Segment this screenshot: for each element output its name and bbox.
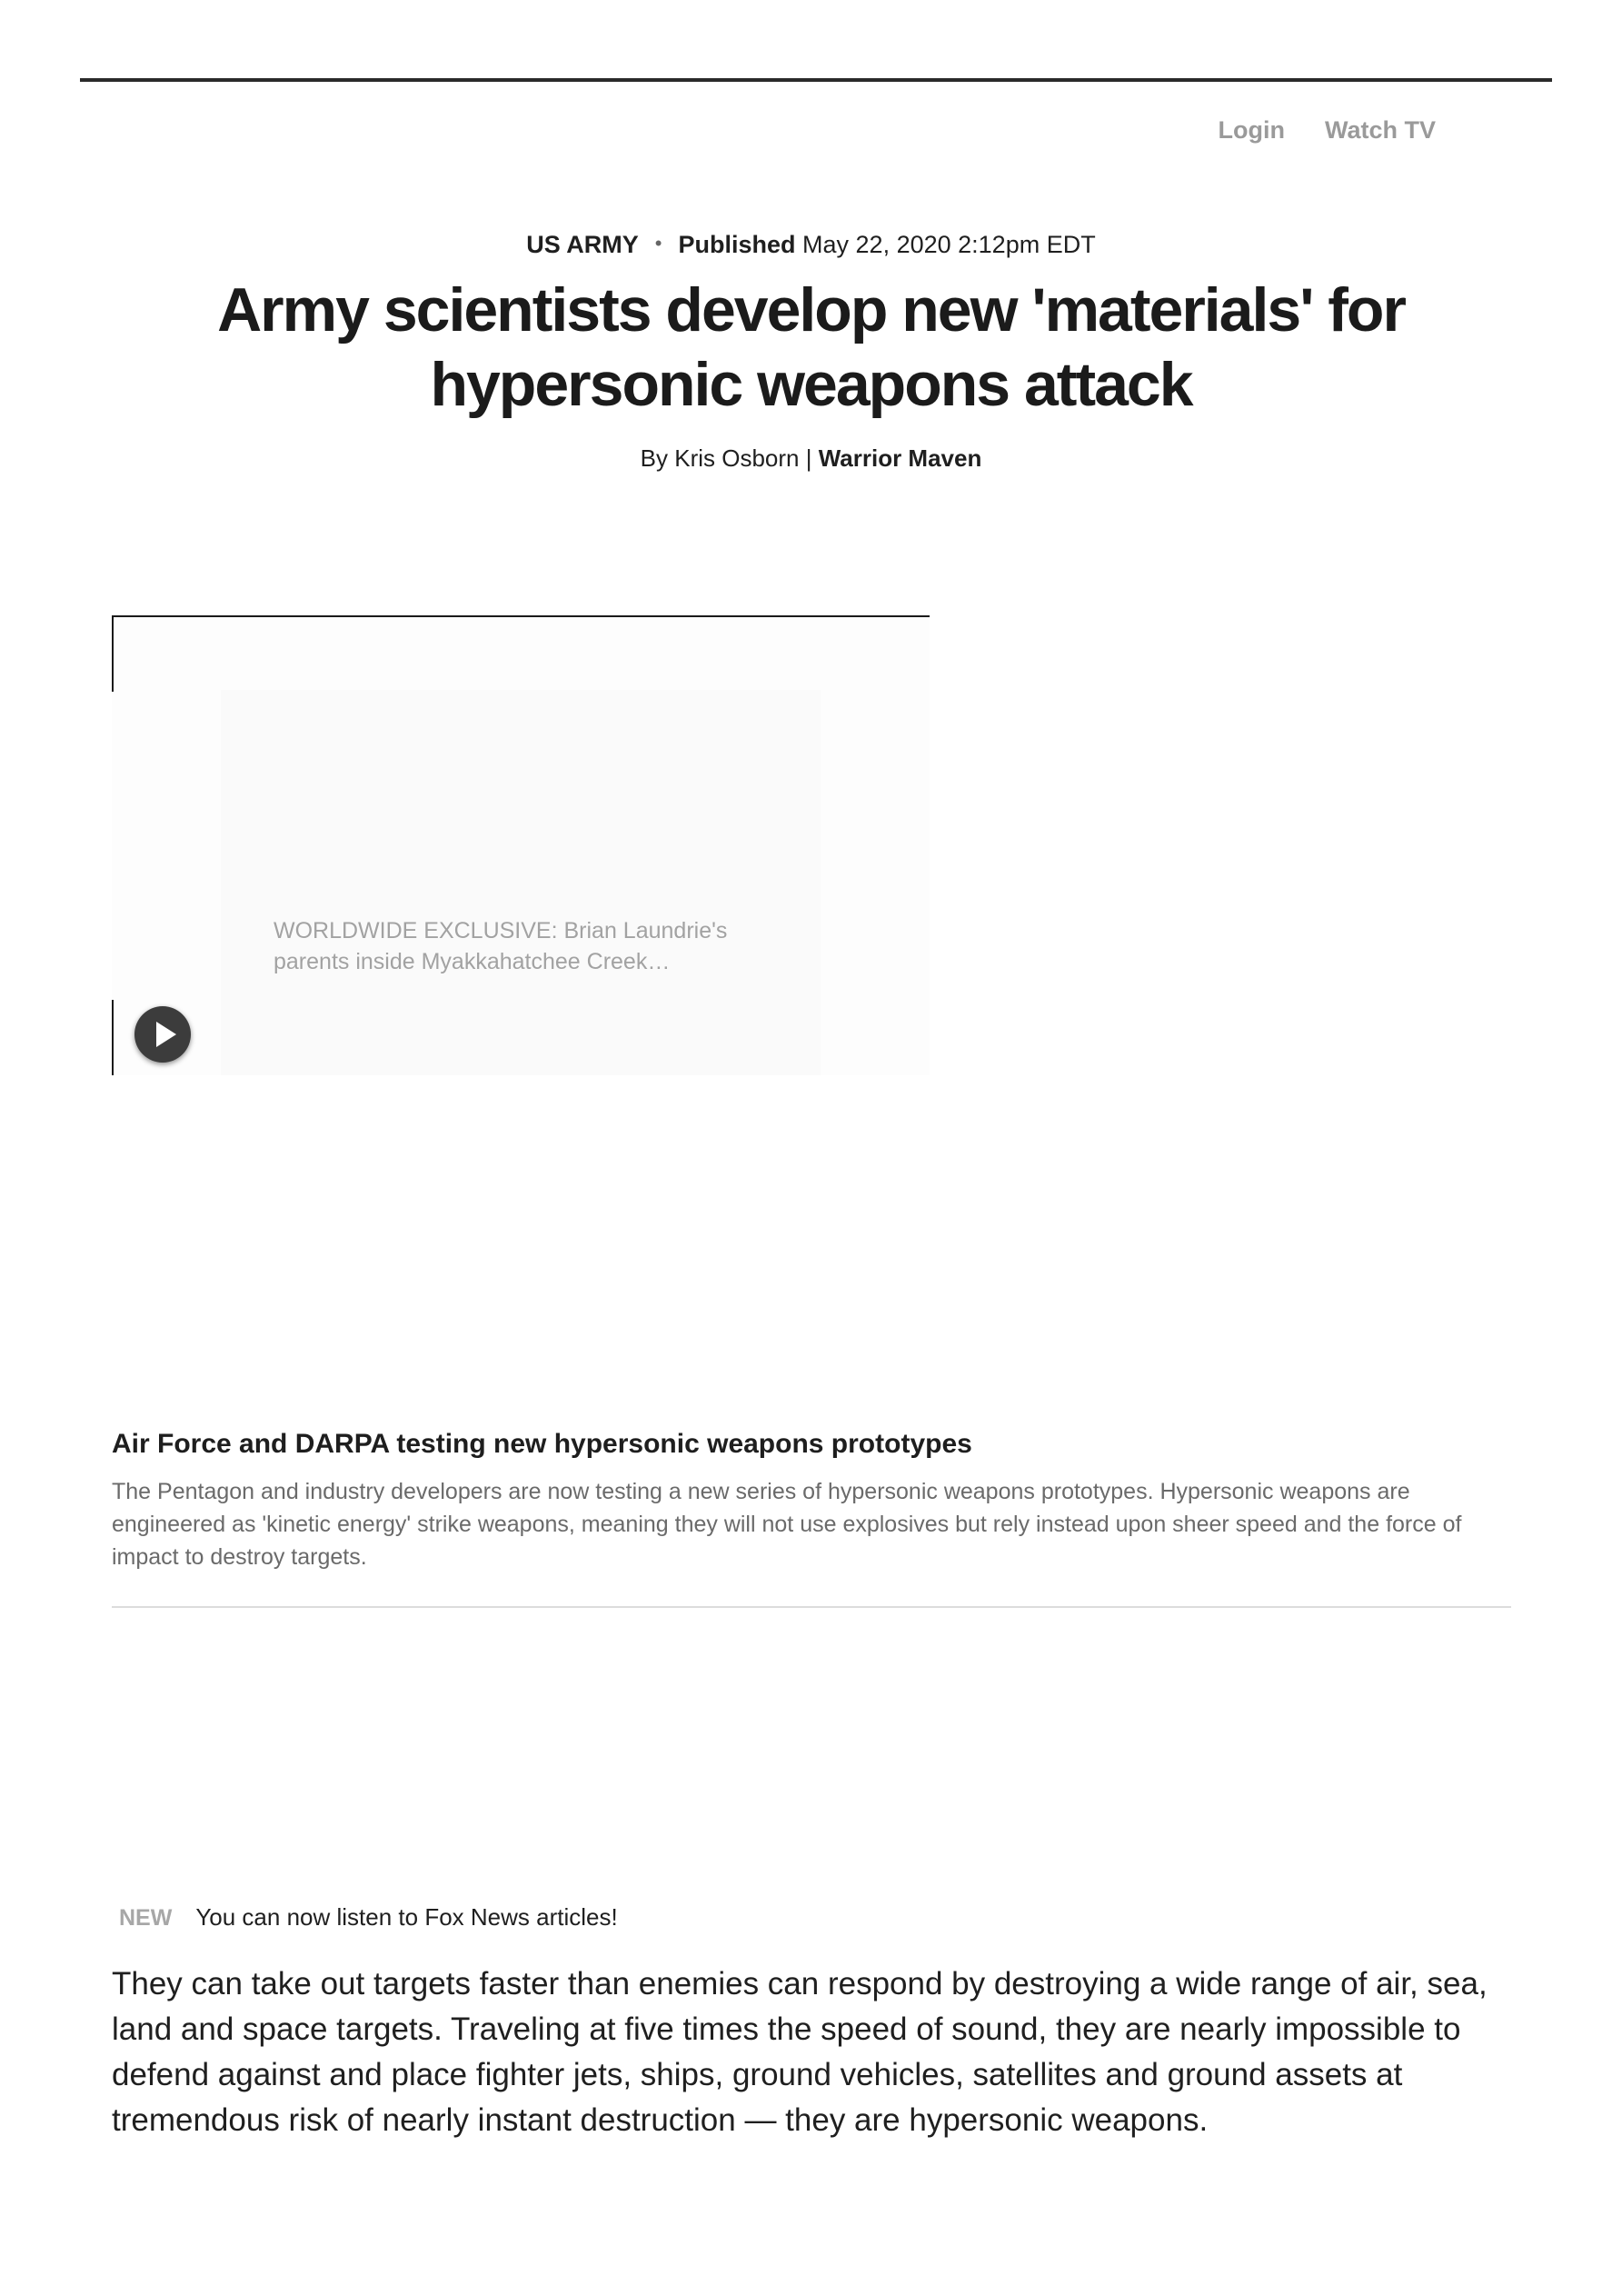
byline: [0, 444, 1622, 473]
published-date: May 22, 2020 2:12pm EDT: [802, 231, 1096, 258]
video-caption[interactable]: WORLDWIDE EXCLUSIVE: Brian Laundrie's parents inside Myakkahatchee Creek…: [274, 918, 728, 974]
login-link[interactable]: Login: [1218, 116, 1285, 144]
header-divider: [80, 78, 1552, 82]
byline-author: By Kris Osborn |: [640, 444, 812, 472]
listen-link[interactable]: You can now listen to Fox News articles!: [195, 1903, 618, 1931]
new-badge: NEW: [119, 1905, 173, 1931]
section-divider: [112, 1606, 1511, 1608]
category-link[interactable]: US ARMY: [526, 231, 639, 258]
byline-source-link[interactable]: Warrior Maven: [818, 444, 982, 472]
video-frame-border: [112, 615, 930, 617]
video-frame-border: [112, 615, 114, 692]
related-video-summary: The Pentagon and industry developers are now testing a new series of hypersonic weapons prototypes. Hypersonic weapons are engineered as 'kinetic energy' strike weapons, meaning they will not use explosives but rely instead upon sheer speed and the force of impact to destroy targets.: [112, 1479, 1462, 1570]
listen-banner: [119, 1903, 618, 1932]
meta-separator: •: [654, 232, 662, 255]
top-nav: [1219, 116, 1437, 145]
article-paragraph: They can take out targets faster than enemies can respond by destroying a wide range of air, sea, land and space targets. Traveling at five times the speed of sound, they are nearly impossible to defend against and place fighter jets, ships, ground vehicles, satellites and ground assets at tremendous risk of nearly instant destruction — they are hypersonic weapons.: [112, 1966, 1488, 2138]
play-icon: [134, 1006, 191, 1063]
watch-tv-link[interactable]: Watch TV: [1324, 116, 1436, 144]
video-thumbnail[interactable]: [221, 690, 821, 1075]
published-label: Published: [678, 231, 796, 258]
page-title: Army scientists develop new 'materials' for hypersonic weapons attack: [217, 275, 1405, 419]
article-meta: [0, 231, 1622, 259]
video-frame-border: [112, 1000, 114, 1075]
related-video-title[interactable]: Air Force and DARPA testing new hypersonic weapons prototypes: [112, 1429, 972, 1459]
video-player[interactable]: [112, 615, 930, 1075]
play-button[interactable]: [134, 1006, 191, 1063]
